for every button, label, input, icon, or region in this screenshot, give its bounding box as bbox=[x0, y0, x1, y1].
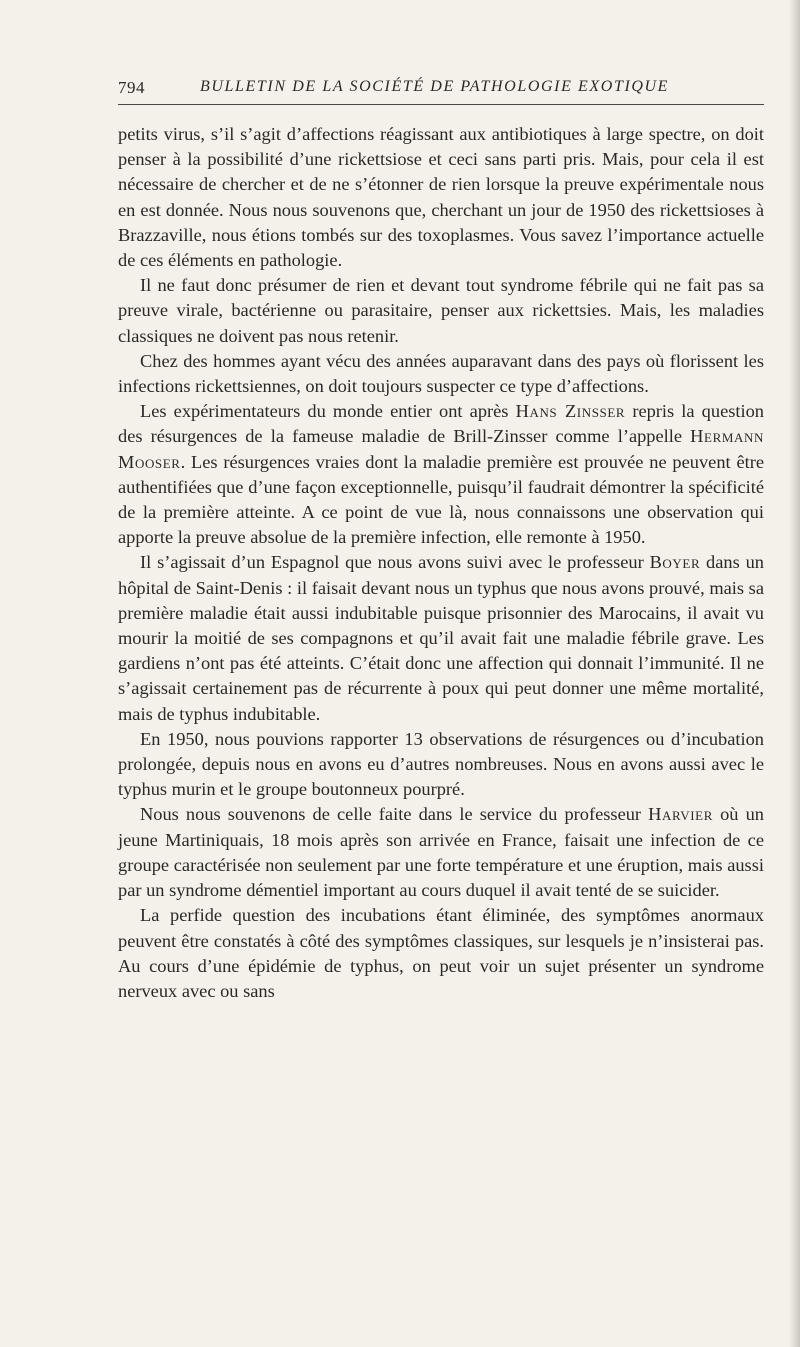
paragraph-text: où un jeune Martiniquais, 18 mois après son arrivée en France, faisait une infection de ce groupe caractérisée non seulement par une forte température et une éruption, mais aussi par un syndrome démentiel important au cours duquel il avait tenté de se suicider. bbox=[118, 804, 764, 901]
paragraph-text: Il ne faut donc présumer de rien et devant tout syndrome fébrile qui ne fait pas sa preuve virale, bactérienne ou parasitaire, penser aux rickettsies. Mais, les maladies classiques ne doivent pas nous retenir. bbox=[118, 275, 764, 346]
paragraph-text: Chez des hommes ayant vécu des années auparavant dans des pays où florissent les infections rickettsiennes, on doit toujours suspecter ce type d’affections. bbox=[118, 350, 764, 397]
paragraph bbox=[118, 273, 764, 349]
paragraph-text: . Les résurgences vraies dont la maladie première est prouvée ne peuvent être authentifiées que d’une façon exceptionnelle, puisqu’il faudrait démontrer la spécificité de la première atteinte. A ce point de vue là, nous connaissons une observation qui apporte la preuve absolue de la première infection, elle remonte à 1950. bbox=[118, 451, 764, 548]
journal-title: BULLETIN DE LA SOCIÉTÉ DE PATHOLOGIE EXOTIQUE bbox=[200, 78, 670, 95]
paragraph-text: dans un hôpital de Saint-Denis : il faisait devant nous un typhus que nous avons prouvé, mais sa première maladie était aussi indubitable puisque prisonnier des Marocains, il avait vu mourir la moitié de ses compagnons et qu’il avait fait une maladie fébrile grave. Les gardiens n’ont pas été atteints. C’était donc une affection qui donnait l’immunité. Il ne s’agissait certainement pas de récurrente à poux qui peut donner une même mortalité, mais de typhus indubitable. bbox=[118, 552, 764, 724]
author-name: Boyer bbox=[649, 552, 701, 573]
paragraph-text: petits virus, s’il s’agit d’affections réagissant aux antibiotiques à large spectre, on doit penser à la possibilité d’une rickettsiose et ceci sans parti pris. Mais, pour cela il est nécessaire de chercher et de ne s’étonner de rien lorsque la preuve expérimentale nous en est donnée. Nous nous souvenons que, cherchant un jour de 1950 des rickettsioses à Brazzaville, nous étions tombés sur des toxoplasmes. Vous savez l’importance actuelle de ces éléments en pathologie. bbox=[118, 124, 764, 271]
author-name: Hermann Mooser bbox=[118, 426, 764, 472]
paragraph bbox=[118, 727, 764, 803]
paragraph bbox=[118, 802, 764, 903]
paragraph-text: Nous nous souvenons de celle faite dans le service du professeur bbox=[140, 804, 649, 825]
paragraph-text: La perfide question des incubations étant éliminée, des symptômes anormaux peuvent être constatés à côté des symptômes classiques, sur lesquels je n’insisterai pas. Au cours d’une épidémie de typhus, on peut voir un sujet présenter un syndrome nerveux avec ou sans bbox=[118, 905, 764, 1001]
paragraph bbox=[118, 122, 764, 273]
paragraph bbox=[118, 550, 764, 726]
paragraph-text: Il s’agissait d’un Espagnol que nous avons suivi avec le professeur bbox=[140, 552, 650, 573]
page-edge-shadow bbox=[790, 0, 800, 1347]
paragraph bbox=[118, 903, 764, 1004]
article-body bbox=[118, 122, 764, 1004]
paragraph-text: repris la question des résurgences de la fameuse maladie de Brill-Zinsser comme l’appelle bbox=[118, 401, 764, 447]
page-number: 794 bbox=[118, 78, 145, 97]
author-name: Hans Zinsser bbox=[515, 401, 626, 422]
paragraph bbox=[118, 349, 764, 399]
running-header bbox=[118, 78, 764, 105]
paragraph-text: Les expérimentateurs du monde entier ont après bbox=[140, 401, 516, 422]
paragraph-text: En 1950, nous pouvions rapporter 13 observations de résurgences ou d’incubation prolongée, depuis nous en avons eu d’autres nombreuses. Nous en avons aussi avec le typhus murin et le groupe boutonneux pourpré. bbox=[118, 728, 764, 800]
author-name: Harvier bbox=[648, 804, 713, 825]
paragraph bbox=[118, 399, 764, 550]
